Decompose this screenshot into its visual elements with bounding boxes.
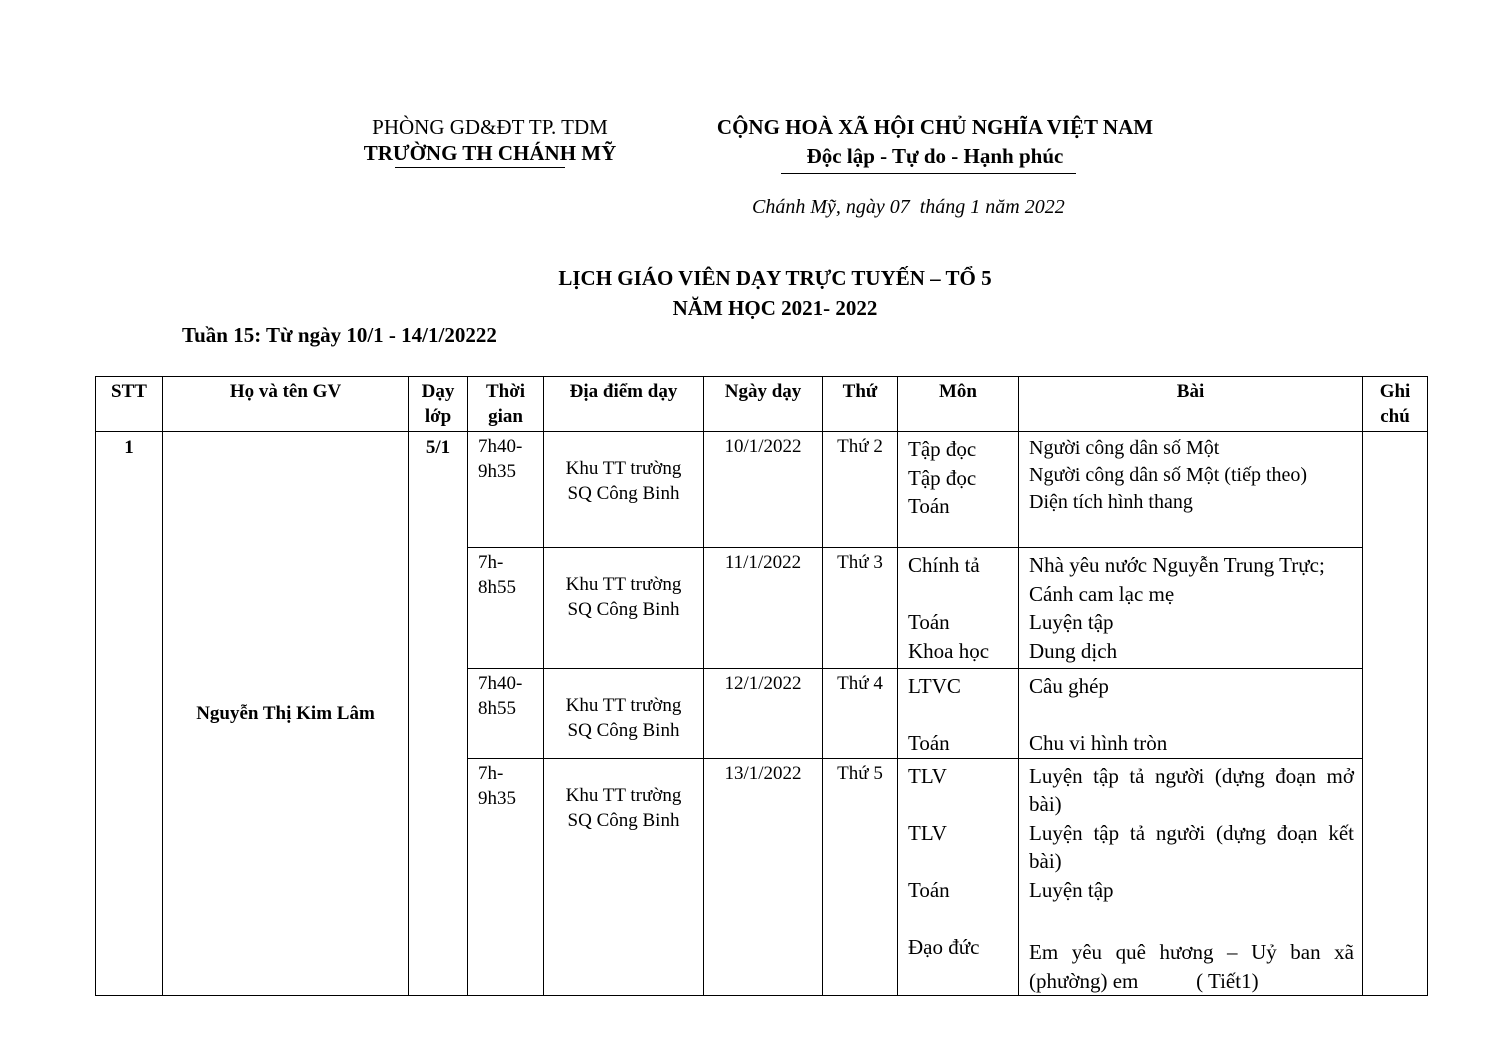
- class-cell: 5/1: [409, 432, 468, 996]
- header-time-line1: Thời: [485, 381, 526, 402]
- header-date: Ngày dạy: [704, 377, 823, 432]
- location-cell: [544, 548, 704, 669]
- location-cell: [544, 669, 704, 759]
- lesson-item: Luyện tập tả người (dựng đoạn kết bài): [1029, 820, 1354, 873]
- location-cell: [544, 432, 704, 548]
- subject-item: Đạo đức: [908, 934, 980, 959]
- subject-item: Toán: [908, 494, 950, 518]
- header-time-line2: gian: [488, 406, 523, 427]
- lesson-cell: [1019, 548, 1363, 669]
- header-teacher: Họ và tên GV: [163, 377, 409, 432]
- date-cell: 10/1/2022: [704, 432, 823, 548]
- spacer: [908, 847, 1018, 876]
- weekday-cell: Thứ 4: [823, 669, 898, 759]
- header-weekday: Thứ: [823, 377, 898, 432]
- weekday-cell: Thứ 5: [823, 758, 898, 996]
- lesson-cell: [1019, 432, 1363, 548]
- header-note-line1: Ghi: [1379, 381, 1411, 402]
- location-line1: Khu TT trường: [565, 574, 682, 595]
- location-line2: SQ Công Binh: [567, 720, 680, 741]
- table-row: [96, 432, 1428, 548]
- spacer: [1029, 701, 1354, 730]
- time-start: 7h-: [478, 552, 504, 573]
- subject-item: Tập đọc: [908, 465, 977, 490]
- document-date: Chánh Mỹ, ngày 07 tháng 1 năm 2022: [752, 196, 1065, 218]
- lesson-item: Chu vi hình tròn: [1029, 731, 1168, 755]
- school-header: [300, 114, 680, 166]
- header-note-line2: chú: [1380, 406, 1410, 427]
- national-header: [675, 114, 1195, 169]
- spacer: [908, 580, 1018, 609]
- table-header-row: [96, 377, 1428, 432]
- teacher-name: Nguyễn Thị Kim Lâm: [163, 432, 409, 996]
- lesson-item: Người công dân số Một (tiếp theo): [1029, 464, 1308, 486]
- time-cell: [468, 758, 544, 996]
- date-cell: 12/1/2022: [704, 669, 823, 759]
- department-name: PHÒNG GD&ĐT TP. TDM: [372, 115, 608, 139]
- school-name: TRƯỜNG TH CHÁNH MỸ: [363, 141, 617, 165]
- weekday-cell: Thứ 3: [823, 548, 898, 669]
- lesson-item: Người công dân số Một: [1029, 437, 1220, 459]
- header-note: [1363, 377, 1428, 432]
- location-cell: [544, 758, 704, 996]
- date-cell: 11/1/2022: [704, 548, 823, 669]
- location-line1: Khu TT trường: [565, 695, 682, 716]
- header-subject: Môn: [898, 377, 1019, 432]
- header-lesson: Bài: [1019, 377, 1363, 432]
- lesson-item: Luyện tập tả người (dựng đoạn mở bài): [1029, 763, 1354, 816]
- lesson-cell: [1019, 758, 1363, 996]
- spacer: [908, 904, 1018, 933]
- weekday-cell: Thứ 2: [823, 432, 898, 548]
- schedule-table: [95, 376, 1428, 996]
- subject-cell: [898, 669, 1019, 759]
- subject-item: LTVC: [908, 674, 961, 698]
- time-end: 9h35: [478, 787, 516, 809]
- time-end: 9h35: [478, 461, 516, 482]
- header-class-line1: Dạy: [421, 381, 455, 402]
- header-time: [468, 377, 544, 432]
- subject-cell: [898, 758, 1019, 996]
- time-start: 7h-: [478, 762, 504, 784]
- national-title: CỘNG HOÀ XÃ HỘI CHỦ NGHĨA VIỆT NAM: [716, 115, 1154, 139]
- date-cell: 13/1/2022: [704, 758, 823, 996]
- title-line-1: LỊCH GIÁO VIÊN DẠY TRỰC TUYẾN – TỔ 5: [558, 266, 992, 290]
- header-class: [409, 377, 468, 432]
- header-class-line2: lớp: [424, 406, 452, 427]
- subject-cell: [898, 548, 1019, 669]
- time-end: 8h55: [478, 577, 516, 598]
- motto-underline: [781, 173, 1076, 174]
- lesson-item: Em yêu quê hương – Uỷ ban xã (phường) em ( Tiết1): [1029, 940, 1360, 993]
- title-line-2: NĂM HỌC 2021- 2022: [672, 296, 878, 320]
- week-range: Tuần 15: Từ ngày 10/1 - 14/1/20222: [182, 323, 497, 347]
- subject-item: Toán: [908, 610, 950, 634]
- time-cell: [468, 432, 544, 548]
- lesson-item: Dung dịch: [1029, 638, 1118, 663]
- lesson-item: Luyện tập: [1029, 610, 1114, 634]
- subject-item: Tập đọc: [908, 437, 977, 461]
- lesson-item: Luyện tập: [1029, 877, 1114, 902]
- subject-cell: [898, 432, 1019, 548]
- subject-item: TLV: [908, 763, 947, 788]
- lesson-item: Nhà yêu nước Nguyễn Trung Trực; Cánh cam lạc mẹ: [1029, 553, 1325, 606]
- time-cell: [468, 669, 544, 759]
- subject-item: Chính tả: [908, 553, 980, 577]
- location-line2: SQ Công Binh: [567, 483, 680, 504]
- lesson-item: Câu ghép: [1029, 674, 1109, 698]
- school-name-underline: [395, 167, 565, 168]
- subject-item: Khoa học: [908, 638, 990, 663]
- header-location: Địa điểm dạy: [544, 377, 704, 432]
- location-line2: SQ Công Binh: [567, 599, 680, 620]
- spacer: [1029, 904, 1354, 938]
- document-title: [375, 263, 1175, 323]
- header-stt: STT: [96, 377, 163, 432]
- time-end: 8h55: [478, 698, 516, 719]
- national-motto: Độc lập - Tự do - Hạnh phúc: [806, 144, 1064, 168]
- time-start: 7h40-: [478, 673, 523, 694]
- location-line2: SQ Công Binh: [567, 809, 680, 831]
- spacer: [908, 790, 1018, 819]
- spacer: [908, 701, 1018, 730]
- location-line1: Khu TT trường: [565, 784, 682, 806]
- location-line1: Khu TT trường: [565, 458, 682, 479]
- stt-cell: 1: [96, 432, 163, 996]
- time-cell: [468, 548, 544, 669]
- subject-item: Toán: [908, 877, 950, 902]
- subject-item: Toán: [908, 731, 950, 755]
- lesson-item: Diện tích hình thang: [1029, 491, 1193, 513]
- note-cell: [1363, 432, 1428, 996]
- lesson-cell: [1019, 669, 1363, 759]
- time-start: 7h40-: [478, 436, 523, 457]
- subject-item: TLV: [908, 820, 947, 845]
